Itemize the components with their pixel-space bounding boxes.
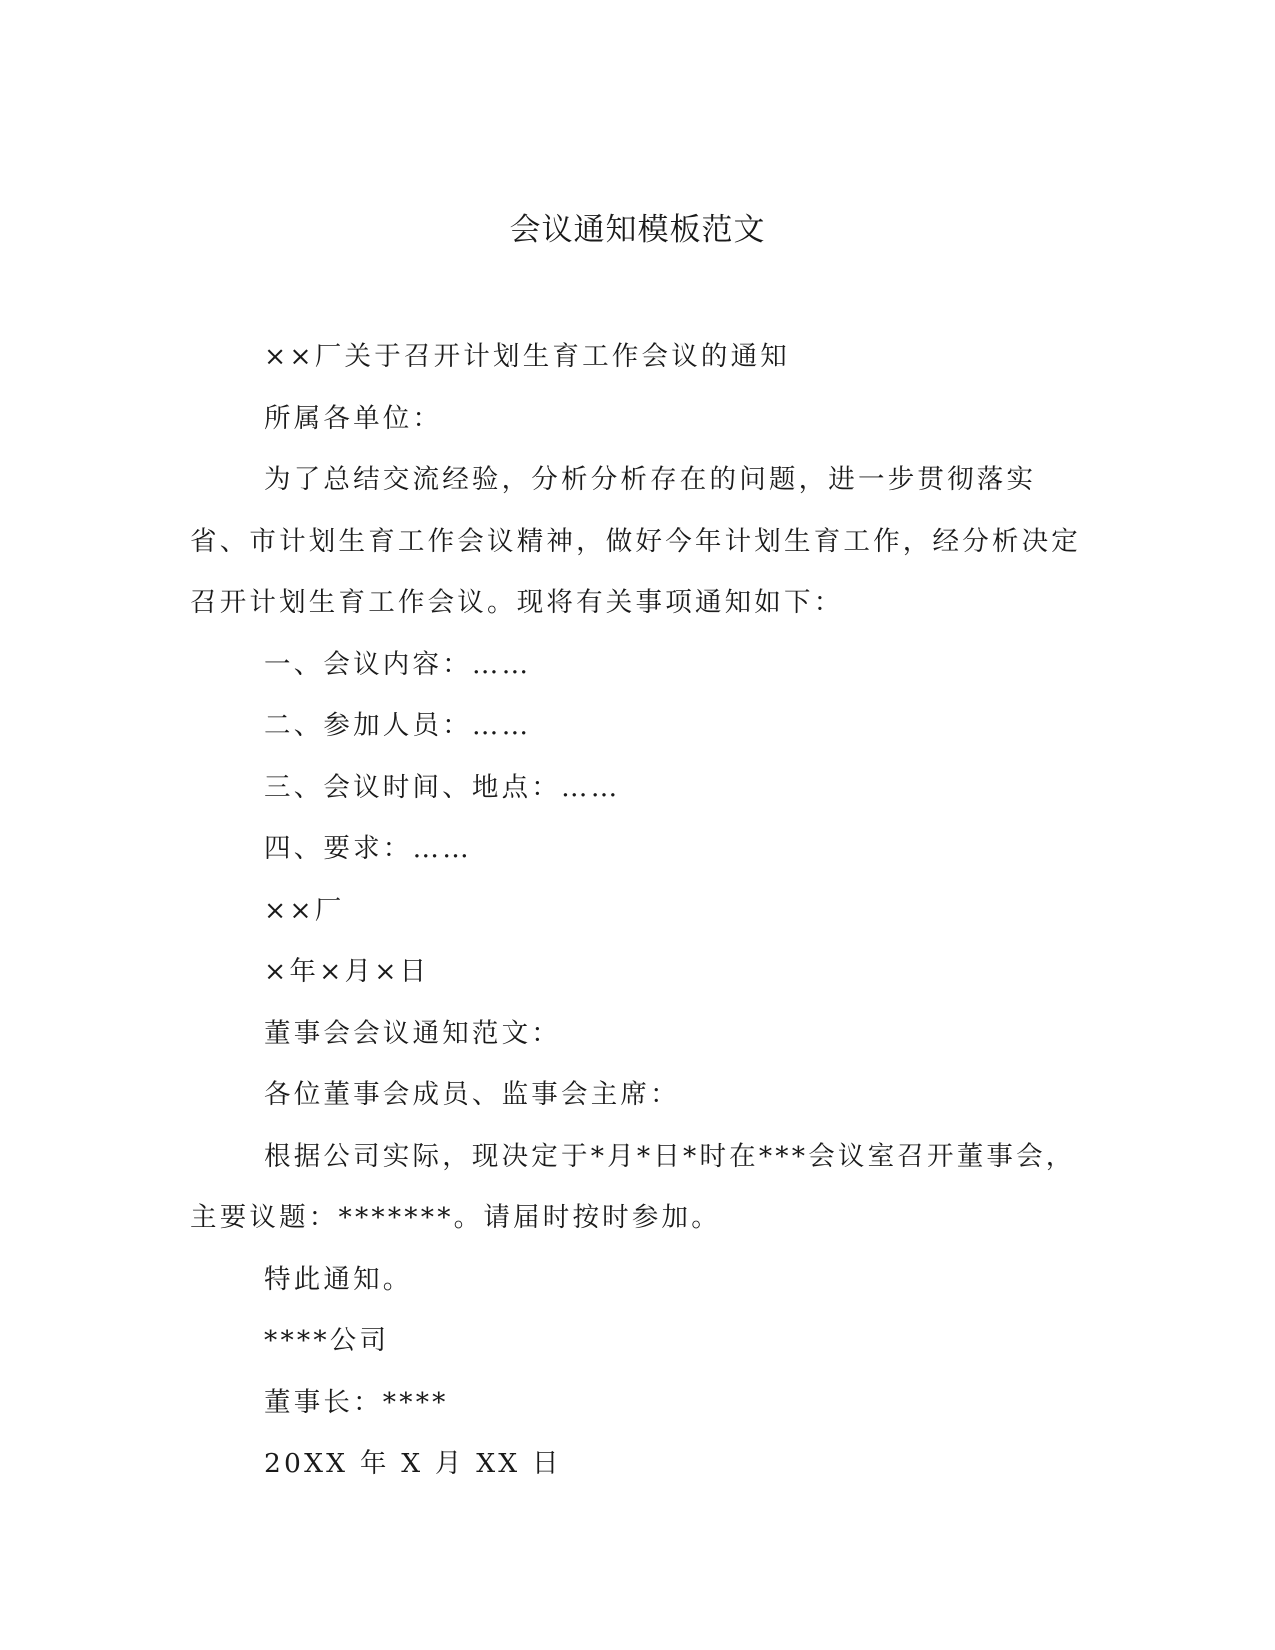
company-name: ****公司: [264, 1325, 390, 1356]
notice-heading: ××厂关于召开计划生育工作会议的通知: [264, 341, 791, 372]
document-title: 会议通知模板范文: [509, 212, 766, 248]
item-time-location: 三、会议时间、地点：……: [264, 771, 621, 803]
board-salutation: 各位董事会成员、监事会主席：: [264, 1079, 680, 1110]
item-requirements: 四、要求：……: [264, 833, 472, 864]
item-participants: 二、参加人员：……: [264, 710, 532, 741]
salutation: 所属各单位：: [264, 402, 443, 434]
chairman-signature: 董事长：****: [264, 1386, 449, 1418]
item-meeting-content: 一、会议内容：……: [264, 648, 532, 680]
document-body: [190, 326, 1090, 1495]
board-notice-paragraph: 根据公司实际，现决定于*月*日*时在***会议室召开董事会，主要议题：*******。请届时按时参加。: [190, 1140, 1076, 1233]
issue-date: ×年×月×日: [264, 956, 430, 987]
intro-paragraph: 为了总结交流经验，分析分析存在的问题，进一步贯彻落实省、市计划生育工作会议精神，做好今年计划生育工作，经分析决定召开计划生育工作会议。现将有关事项通知如下：: [190, 464, 1081, 618]
closing-line: 特此通知。: [264, 1263, 413, 1295]
issuer-name: ××厂: [264, 894, 345, 926]
board-notice-heading: 董事会会议通知范文：: [264, 1017, 561, 1049]
board-notice-date: 20XX 年 X 月 XX 日: [264, 1448, 562, 1479]
